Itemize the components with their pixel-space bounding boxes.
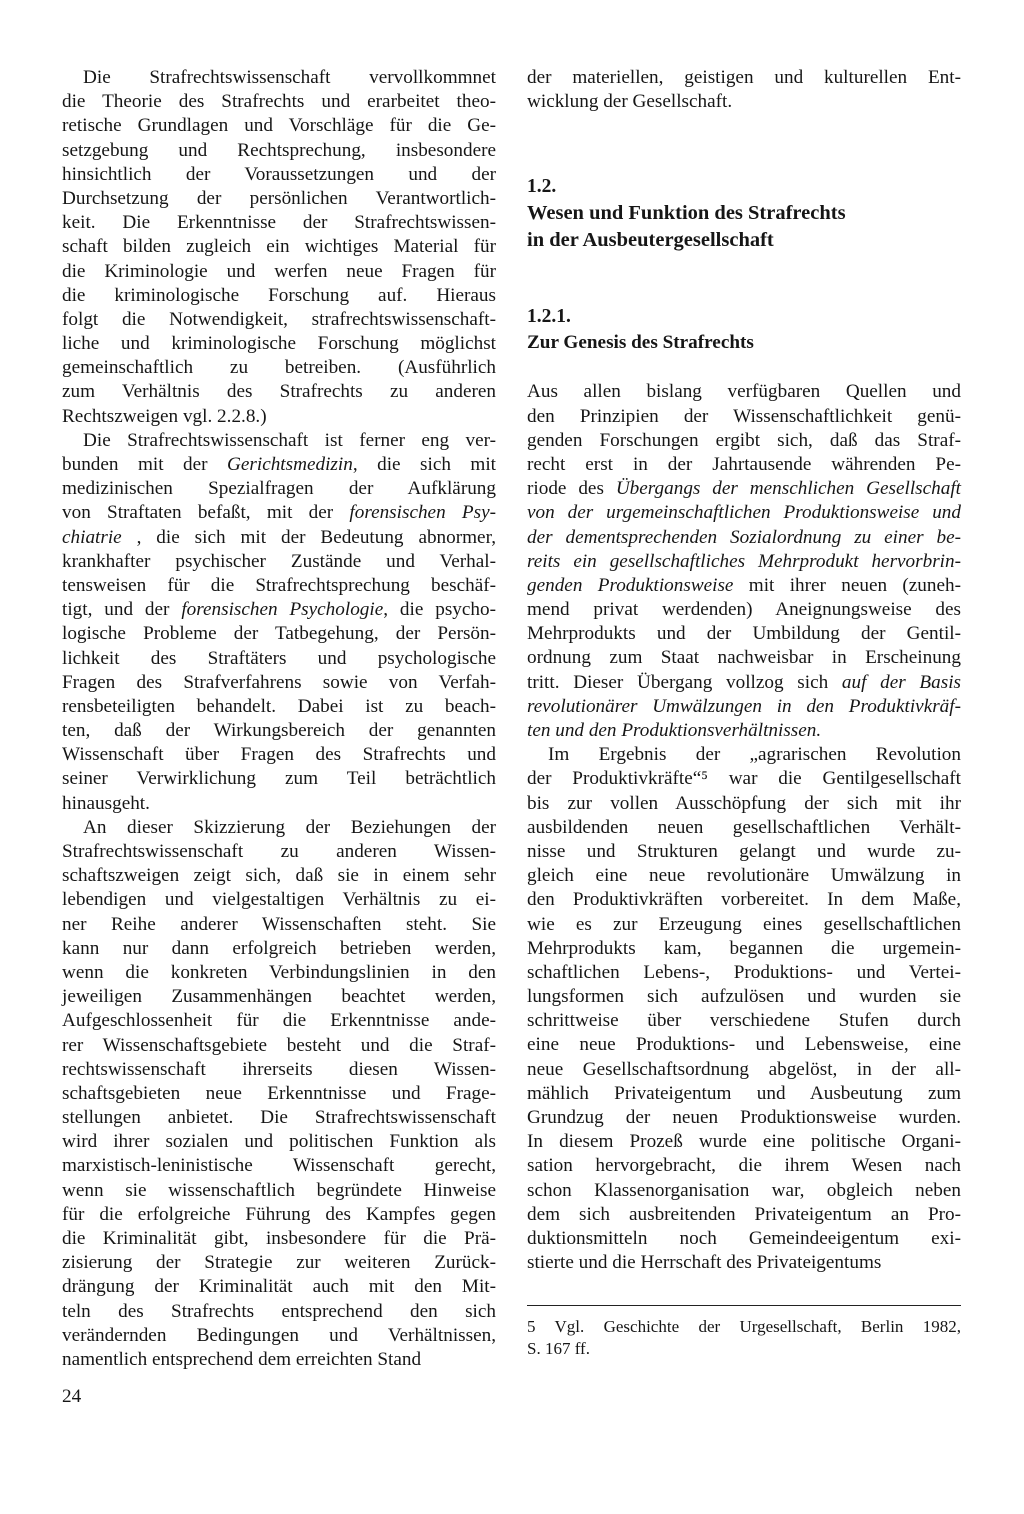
text-line: gleich eine neue revolutionäre Umwälzung in [527, 865, 961, 887]
text-line: Rechtszweigen vgl. 2.2.8.) [62, 405, 267, 427]
text-line: schaft bilden zugleich ein wichtiges Material für [62, 236, 496, 258]
text-line: jeweiligen Zusammenhängen beachtet werden, [62, 986, 496, 1008]
text-line: riode des Übergangs der menschlichen Gesellschaft [527, 478, 961, 500]
text-line: wenn die konkreten Verbindungslinien in den [62, 961, 496, 983]
text-line: kann nur dann erfolgreich betrieben werden, [62, 937, 496, 959]
text-line: Die Strafrechtswissenschaft ist ferner eng ver- [83, 429, 496, 451]
text-line: den Prinzipien der Wissenschaftlichkeit genü- [527, 405, 961, 427]
text-line: den Produktivkräften vorbereitet. In dem Maße, [527, 889, 961, 911]
left-paragraph-3 [62, 816, 496, 1372]
right-body-text [527, 380, 961, 1275]
text-line: verändernden Bedingungen und Verhältnissen, [62, 1324, 496, 1346]
text-line: schaftsgebieten neue Erkenntnisse und Frage- [62, 1082, 496, 1104]
text-line: neue Gesellschaftsordnung abgelöst, in der all- [527, 1058, 961, 1080]
text-line: setzgebung und Rechtsprechung, insbesondere [62, 139, 496, 161]
text-line: lichkeit des Straftäters und psychologische [62, 647, 496, 669]
continuation-paragraph-1 [527, 66, 961, 114]
text-line: Fragen des Strafverfahrens sowie von Verfah- [62, 671, 496, 693]
subsection-title: Zur Genesis des Strafrechts [527, 332, 754, 354]
text-line: Grundzug der neuen Produktionsweise wurden. [527, 1107, 961, 1128]
text-line: ten und den Produktionsverhältnissen. [527, 720, 822, 741]
footnote-divider [527, 1305, 961, 1306]
text-line: hinausgeht. [62, 792, 150, 814]
text-line: wie es zur Erzeugung eines gesellschaftlichen [527, 913, 961, 935]
text-line: ten, daß der Wirkungsbereich der genannten [62, 720, 496, 742]
text-line: Im Ergebnis der „agrarischen Revolution [548, 744, 961, 766]
footnote-line: S. 167 ff. [527, 1339, 590, 1358]
text-line: keit. Die Erkenntnisse der Strafrechtswissen- [62, 212, 496, 234]
text-line: mend privat werdenden) Aneignungsweise des [527, 599, 961, 621]
text-line: zum Verhältnis des Strafrechts zu anderen [62, 381, 496, 403]
right-paragraph-1 [527, 380, 961, 743]
footnote-line: 5 Vgl. Geschichte der Urgesellschaft, Berlin 1982, [527, 1317, 961, 1336]
text-line: ausbildenden neuen gesellschaftlichen Verhält- [527, 816, 961, 838]
text-line: sation hervorgebracht, die ihrem Wesen nach [527, 1155, 961, 1177]
left-column [62, 66, 496, 1372]
subsection-number: 1.2.1. [527, 306, 571, 328]
text-line: tigt, und der forensischen Psychologie, die psycho- [62, 599, 496, 621]
section-title-line-1: Wesen und Funktion des Strafrechts [527, 202, 846, 225]
text-line: der Produktivkräfte“⁵ war die Gentilgesellschaft [527, 768, 961, 790]
text-line: der materiellen, geistigen und kulturellen Ent- [527, 67, 961, 88]
text-line: zisierung der Strategie zur weiteren Zurück- [62, 1252, 496, 1274]
text-line: genden Forschungen ergibt sich, daß das Straf- [527, 429, 961, 451]
text-line: stellungen anbietet. Die Strafrechtswissenschaft [62, 1107, 496, 1129]
text-line: teln des Strafrechts entsprechend den sich [62, 1300, 496, 1322]
right-paragraph-2 [527, 743, 961, 1275]
footnote [527, 1316, 961, 1360]
text-line: bis zur vollen Ausschöpfung der sich mit ihr [527, 792, 961, 814]
text-line: lebendigen und vielgestaltigen Verhältnis zu ei- [62, 889, 496, 911]
text-line: In diesem Prozeß wurde eine politische Organi- [527, 1131, 961, 1153]
continuation-text [527, 66, 961, 114]
text-line: gemeinschaftlich zu betreiben. (Ausführlich [62, 357, 496, 379]
text-line: mählich Privateigentum und Ausbeutung zum [527, 1082, 961, 1104]
text-line: rer Wissenschaftsgebiete besteht und die Straf- [62, 1034, 496, 1056]
text-line: ner Reihe anderer Wissenschaften steht. Sie [62, 913, 496, 935]
text-line: bunden mit der Gerichtsmedizin, die sich mit [62, 454, 496, 475]
text-line: genden Produktionsweise mit ihrer neuen (zuneh- [527, 574, 961, 596]
text-line: die Theorie des Strafrechts und erarbeitet theo- [62, 91, 496, 113]
text-line: Aufgeschlossenheit für die Erkenntnisse ande- [62, 1010, 496, 1032]
page-number: 24 [62, 1386, 82, 1407]
text-line: krankhafter psychischer Zustände und Verhal- [62, 550, 496, 572]
text-line: für die erfolgreiche Führung des Kampfes gegen [62, 1203, 496, 1225]
text-line: schaftlichen Lebens-, Produktions- und Vertei- [527, 961, 961, 983]
text-line: rechtswissenschaft ihrerseits diesen Wissen- [62, 1058, 496, 1080]
text-line: logische Probleme der Tatbegehung, der Persön- [62, 623, 496, 645]
text-line: lungsformen sich aufzulösen und wurden sie [527, 986, 961, 1008]
text-line: die Kriminalität gibt, insbesondere für die Prä- [62, 1228, 496, 1249]
section-number: 1.2. [527, 176, 557, 198]
right-column [527, 66, 961, 1275]
text-line: marxistisch-leninistische Wissenschaft gerecht, [62, 1155, 496, 1177]
text-line: hinsichtlich der Voraussetzungen und der [62, 163, 496, 185]
text-line: An dieser Skizzierung der Beziehungen der [83, 816, 496, 838]
text-line: nisse und Strukturen gelangt und wurde zu- [527, 840, 961, 862]
text-line: seiner Verwirklichung zum Teil beträchtlich [62, 768, 496, 790]
text-line: schon Klassenorganisation war, obgleich neben [527, 1179, 961, 1201]
text-line: tensweisen für die Strafrechtsprechung beschäf- [62, 574, 496, 596]
left-paragraph-2 [62, 429, 496, 816]
text-line: schrittweise über verschiedene Stufen durch [527, 1010, 961, 1032]
section-title-line-2: in der Ausbeutergesellschaft [527, 229, 774, 252]
text-line: namentlich entsprechend dem erreichten Stand [62, 1348, 422, 1370]
text-line: medizinischen Spezialfragen der Aufklärung [62, 478, 496, 500]
text-line: revolutionärer Umwälzungen in den Produktivkräf- [527, 695, 961, 717]
left-paragraph-1 [62, 66, 496, 429]
text-line: reits ein gesellschaftliches Mehrprodukt hervorbrin- [527, 550, 961, 572]
text-line: Strafrechtswissenschaft zu anderen Wissen- [62, 841, 496, 862]
text-line: stierte und die Herrschaft des Privateigentums [527, 1252, 882, 1274]
text-line: dem sich ausbreitenden Privateigentum an Pro- [527, 1203, 961, 1225]
text-line: retische Grundlagen und Vorschläge für die Ge- [62, 115, 496, 137]
text-line: wicklung der Gesellschaft. [527, 91, 733, 113]
text-line: Wissenschaft über Fragen des Strafrechts und [62, 744, 496, 766]
text-line: folgt die Notwendigkeit, strafrechtswissenschaft- [62, 308, 496, 330]
text-line: von der urgemeinschaftlichen Produktionsweise und [527, 502, 961, 524]
text-line: wird ihrer sozialen und politischen Funktion als [62, 1131, 496, 1153]
text-line: der dementsprechenden Sozialordnung zu einer be- [527, 526, 961, 548]
text-line: Aus allen bislang verfügbaren Quellen und [527, 381, 961, 403]
text-line: Durchsetzung der persönlichen Verantwortlich- [62, 187, 496, 209]
text-line: duktionsmitteln noch Gemeindeeigentum exi- [527, 1227, 961, 1249]
text-line: tritt. Dieser Übergang vollzog sich auf der Basis [527, 671, 961, 693]
text-line: Mehrprodukts und der Umbildung der Gentil- [527, 623, 961, 645]
text-line: ordnung zum Staat nachweisbar in Erscheinung [527, 647, 961, 669]
text-line: liche und kriminologische Forschung möglichst [62, 333, 496, 355]
text-line: die kriminologische Forschung auf. Hieraus [62, 284, 496, 306]
text-line: Die Strafrechtswissenschaft vervollkommnet [83, 67, 496, 88]
text-line: drängung der Kriminalität auch mit den Mit- [62, 1276, 496, 1298]
text-line: recht erst in der Jahrtausende währenden Pe- [527, 453, 961, 475]
text-line: wenn sie wissenschaftlich begründete Hinweise [62, 1179, 496, 1201]
text-line: rensbeteiligten behandelt. Dabei ist zu beach- [62, 695, 496, 717]
text-line: chiatrie , die sich mit der Bedeutung abnormer, [62, 526, 496, 548]
text-line: die Kriminologie und werfen neue Fragen für [62, 260, 496, 282]
text-line: von Straftaten befaßt, mit der forensischen Psy- [62, 502, 496, 524]
text-line: Mehrprodukts kam, begannen die urgemein- [527, 937, 961, 959]
text-line: eine neue Produktions- und Lebensweise, eine [527, 1034, 961, 1056]
text-line: schaftszweigen zeigt sich, daß sie in einem sehr [62, 865, 496, 887]
